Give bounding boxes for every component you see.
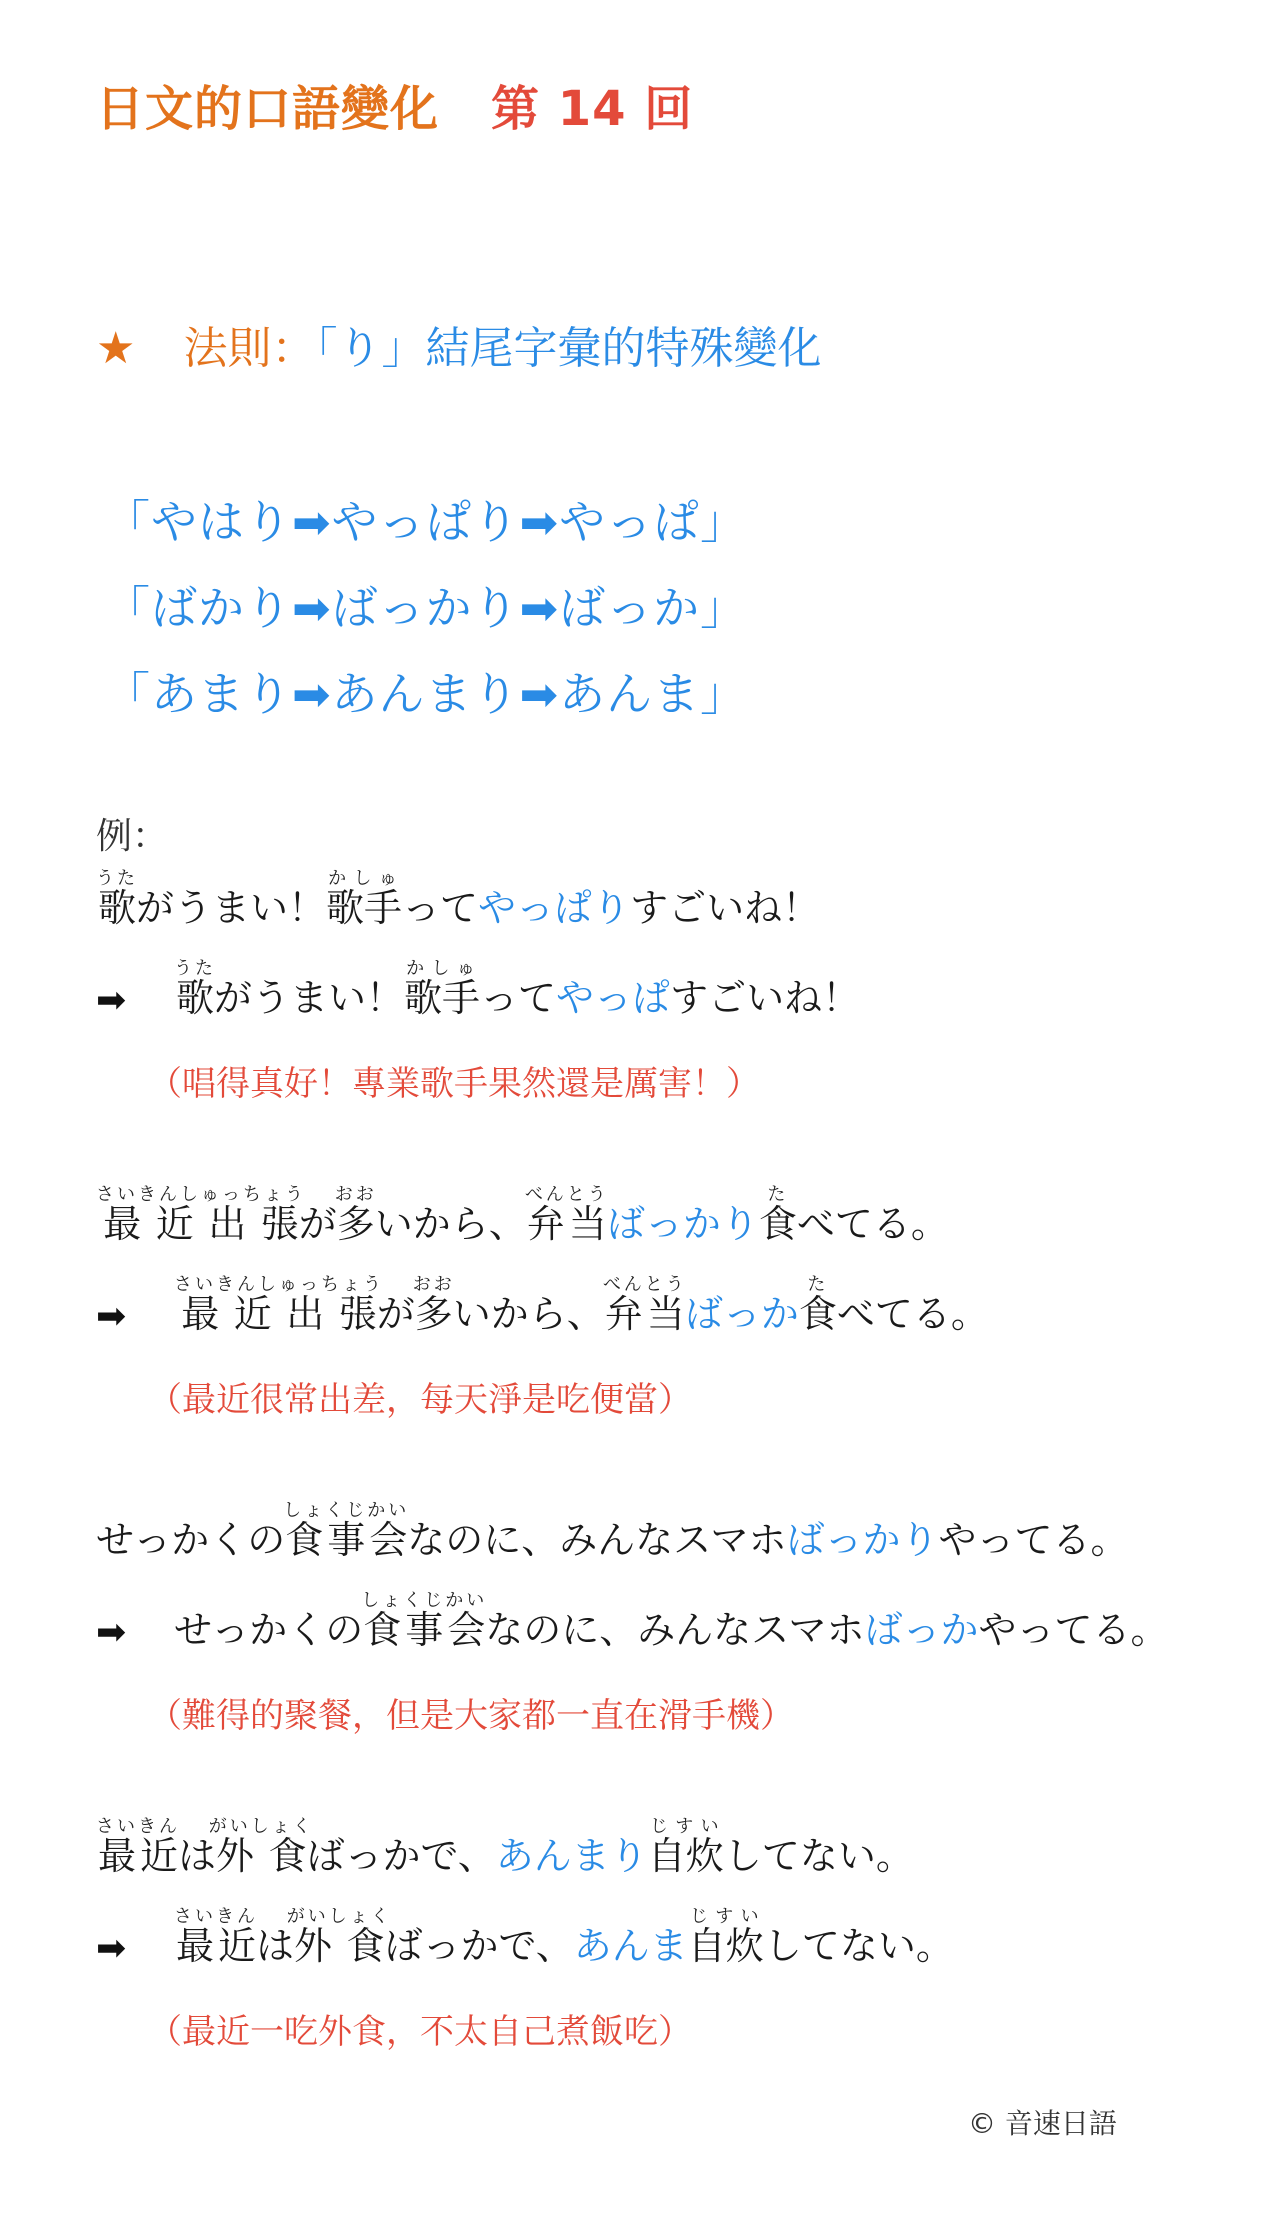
ruby-word xyxy=(758,1184,797,1246)
kanji-word: 最近出張 xyxy=(174,1292,384,1336)
furigana-reading: さいきんしゅっちょう xyxy=(174,1274,384,1295)
kanji-word: 外食 xyxy=(286,1924,392,1968)
example-2-casual xyxy=(174,1274,989,1338)
furigana-reading: うた xyxy=(96,868,138,889)
pattern-line-3: 「あまり➡あんまり➡あんま」 xyxy=(104,667,748,721)
highlight-word: ばっか xyxy=(684,1292,799,1336)
kanji-word: 自炊 xyxy=(687,1924,764,1968)
arrow-icon: ➡ xyxy=(96,1928,127,1969)
highlight-word: あんまり xyxy=(495,1834,648,1878)
ruby-word xyxy=(798,1274,837,1336)
example-1-translation: （唱得真好！專業歌手果然還是厲害！） xyxy=(148,1064,760,1104)
title-episode: 第 14 回 xyxy=(491,81,694,137)
furigana-reading: しょくじかい xyxy=(361,1590,488,1611)
kanji-word: 食事会 xyxy=(361,1608,488,1652)
example-4-casual xyxy=(174,1906,954,1970)
kanji-word: 最近 xyxy=(174,1924,258,1968)
sentence-text: いから、 xyxy=(452,1292,605,1336)
kanji-word: 自炊 xyxy=(647,1834,724,1878)
furigana-reading: おお xyxy=(334,1184,377,1205)
furigana-reading: た xyxy=(798,1274,837,1295)
sentence-text: が xyxy=(376,1292,415,1336)
sentence-text: なのに、みんなスマホ xyxy=(485,1608,865,1652)
arrow-icon: ➡ xyxy=(96,980,127,1021)
pattern-line-2: 「ばかり➡ばっかり➡ばっか」 xyxy=(104,581,748,635)
furigana-reading: じすい xyxy=(647,1816,724,1837)
sentence-text: いから、 xyxy=(374,1202,527,1246)
sentence-text: ばっかで、 xyxy=(384,1924,574,1968)
furigana-reading: おお xyxy=(412,1274,455,1295)
ruby-word xyxy=(687,1906,764,1968)
kanji-word: 歌 xyxy=(174,976,216,1020)
rule-label: 法則： xyxy=(183,323,316,374)
furigana-reading: かしゅ xyxy=(326,868,403,889)
sentence-text: やってる。 xyxy=(938,1518,1129,1562)
sentence-text: やってる。 xyxy=(978,1608,1169,1652)
ruby-word xyxy=(404,958,481,1020)
ruby-word xyxy=(208,1816,314,1878)
sentence-text: は xyxy=(178,1834,217,1878)
example-2-translation: （最近很常出差，每天淨是吃便當） xyxy=(148,1380,692,1420)
highlight-word: ばっか xyxy=(864,1608,979,1652)
rule-text: 「り」結尾字彙的特殊變化 xyxy=(315,323,822,374)
kanji-word: 外食 xyxy=(208,1834,314,1878)
highlight-word: やっぱ xyxy=(556,976,671,1020)
furigana-reading: さいきん xyxy=(174,1906,258,1927)
furigana-reading: うた xyxy=(174,958,216,979)
kanji-word: 歌手 xyxy=(404,976,481,1020)
ruby-word xyxy=(96,1816,180,1878)
example-4-original xyxy=(96,1816,914,1880)
furigana-reading: がいしょく xyxy=(286,1906,392,1927)
ruby-word xyxy=(334,1184,377,1246)
furigana-reading: がいしょく xyxy=(208,1816,314,1837)
arrow-icon: ➡ xyxy=(96,1296,127,1337)
kanji-word: 多 xyxy=(334,1202,377,1246)
ruby-word xyxy=(96,1184,306,1246)
sentence-text: がうまい！ xyxy=(214,976,405,1020)
ruby-word xyxy=(174,958,216,1020)
kanji-word: 弁当 xyxy=(524,1202,609,1246)
kanji-word: 最近出張 xyxy=(96,1202,306,1246)
kanji-word: 多 xyxy=(412,1292,455,1336)
furigana-reading: さいきん xyxy=(96,1816,180,1837)
sentence-text: してない。 xyxy=(723,1834,914,1878)
furigana-reading: かしゅ xyxy=(404,958,481,979)
rule-heading xyxy=(96,312,821,376)
ruby-word xyxy=(361,1590,488,1652)
sentence-text: べてる。 xyxy=(796,1202,949,1246)
example-1-casual xyxy=(174,958,860,1022)
sentence-text: してない。 xyxy=(763,1924,954,1968)
furigana-reading: さいきんしゅっちょう xyxy=(96,1184,306,1205)
example-3-casual xyxy=(174,1590,1169,1654)
ruby-word xyxy=(412,1274,455,1336)
sentence-text: せっかくの xyxy=(96,1518,286,1562)
sentence-text: って xyxy=(402,886,479,930)
highlight-word: あんま xyxy=(573,1924,688,1968)
ruby-word xyxy=(524,1184,609,1246)
star-icon: ★ xyxy=(96,323,136,374)
kanji-word: 最近 xyxy=(96,1834,180,1878)
sentence-text: すごいね！ xyxy=(630,886,821,930)
page-title xyxy=(96,70,693,139)
furigana-reading: べんとう xyxy=(602,1274,687,1295)
example-4-translation: （最近一吃外食，不太自己煮飯吃） xyxy=(148,2012,692,2052)
highlight-word: やっぱり xyxy=(478,886,631,930)
sentence-text: すごいね！ xyxy=(670,976,861,1020)
sentence-text: ばっかで、 xyxy=(306,1834,496,1878)
ruby-word xyxy=(174,1906,258,1968)
furigana-reading: じすい xyxy=(687,1906,764,1927)
kanji-word: 食 xyxy=(758,1202,797,1246)
ruby-word xyxy=(174,1274,384,1336)
furigana-reading: べんとう xyxy=(524,1184,609,1205)
sentence-text: がうまい！ xyxy=(136,886,327,930)
highlight-word: ばっかり xyxy=(786,1518,939,1562)
ruby-word xyxy=(602,1274,687,1336)
title-main: 日文的口語變化 xyxy=(96,81,440,137)
example-2-original xyxy=(96,1184,949,1248)
furigana-reading: しょくじかい xyxy=(283,1500,410,1521)
kanji-word: 歌 xyxy=(96,886,138,930)
kanji-word: 食 xyxy=(798,1292,837,1336)
furigana-reading: た xyxy=(758,1184,797,1205)
kanji-word: 弁当 xyxy=(602,1292,687,1336)
sentence-text: なのに、みんなスマホ xyxy=(407,1518,787,1562)
sentence-text: せっかくの xyxy=(174,1608,364,1652)
ruby-word xyxy=(283,1500,410,1562)
example-3-translation: （難得的聚餐，但是大家都一直在滑手機） xyxy=(148,1696,794,1736)
example-3-original xyxy=(96,1500,1129,1564)
sentence-text: が xyxy=(298,1202,337,1246)
example-label: 例： xyxy=(96,816,169,857)
sentence-text: は xyxy=(256,1924,295,1968)
example-1-original xyxy=(96,868,820,932)
copyright-footer: © 音速日語 xyxy=(968,2107,1117,2140)
arrow-icon: ➡ xyxy=(96,1612,127,1653)
kanji-word: 食事会 xyxy=(283,1518,410,1562)
pattern-line-1: 「やはり➡やっぱり➡やっぱ」 xyxy=(104,495,748,549)
sentence-text: って xyxy=(480,976,557,1020)
ruby-word xyxy=(647,1816,724,1878)
ruby-word xyxy=(96,868,138,930)
ruby-word xyxy=(326,868,403,930)
ruby-word xyxy=(286,1906,392,1968)
kanji-word: 歌手 xyxy=(326,886,403,930)
highlight-word: ばっかり xyxy=(606,1202,759,1246)
sentence-text: べてる。 xyxy=(836,1292,989,1336)
